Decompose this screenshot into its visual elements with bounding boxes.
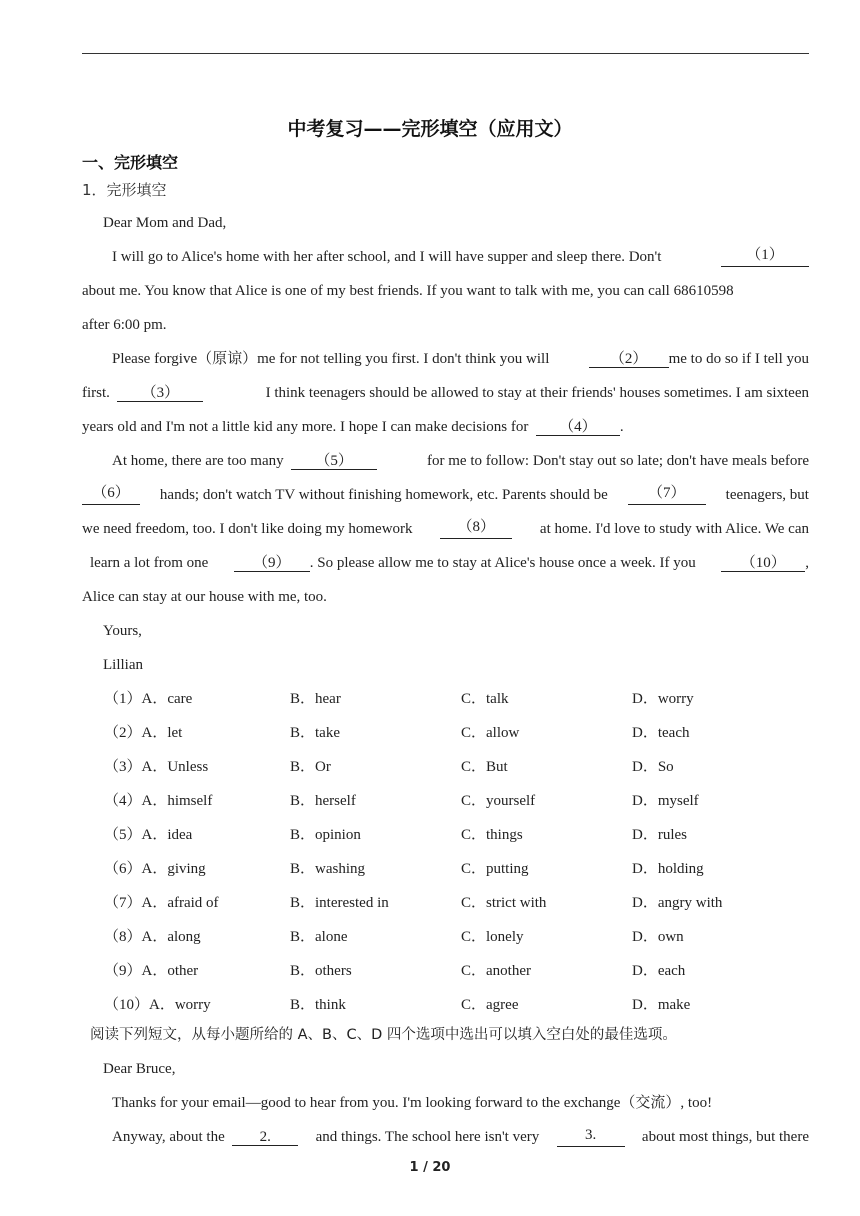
option-c[interactable]: C．strict with (461, 895, 547, 911)
option-a[interactable]: （7）A．afraid of (104, 895, 219, 911)
option-row (104, 757, 809, 777)
option-d[interactable]: D．worry (632, 691, 694, 707)
passage-line (82, 281, 809, 301)
blank-6[interactable]: （6） (82, 485, 140, 505)
option-c[interactable]: C．talk (461, 691, 509, 707)
passage-text: and things. The school here isn't very (315, 1129, 540, 1145)
option-a[interactable]: （9）A．other (104, 963, 199, 979)
page-title: 中考复习——完形填空（应用文） (287, 118, 573, 140)
passage-text: Please forgive（原谅）me for not telling you first. I don't think you will (112, 351, 550, 367)
passage-text: teenagers, but (725, 487, 809, 503)
option-d[interactable]: D．each (632, 963, 686, 979)
option-b[interactable]: B．alone (290, 929, 348, 945)
passage-text: hands; don't watch TV without finishing homework, etc. Parents should be (159, 487, 608, 503)
option-row (104, 893, 809, 913)
option-c[interactable]: C．another (461, 963, 531, 979)
option-c[interactable]: C．putting (461, 861, 529, 877)
option-row (104, 825, 809, 845)
blank-4[interactable]: （4） (536, 419, 620, 436)
letter-greeting: Dear Mom and Dad, (103, 215, 227, 231)
option-d[interactable]: D．angry with (632, 895, 723, 911)
option-row (104, 961, 809, 981)
header-rule (82, 53, 809, 54)
passage-text: Anyway, about the (112, 1129, 225, 1145)
question-label: 1．完形填空 (82, 181, 167, 199)
option-a[interactable]: （2）A．let (104, 725, 183, 741)
passage-text: for me to follow: Don't stay out so late; don't have meals before (427, 453, 809, 469)
passage-text: At home, there are too many (112, 453, 284, 469)
option-d[interactable]: D．holding (632, 861, 704, 877)
blank-2b[interactable]: 2. (232, 1129, 298, 1146)
blank-7[interactable]: （7） (628, 485, 706, 505)
option-c[interactable]: C．yourself (461, 793, 536, 809)
option-b[interactable]: B．take (290, 725, 340, 741)
passage-text: I will go to Alice's home with her after school, and I will have supper and sleep there. Don't (112, 249, 662, 265)
passage-line (82, 383, 809, 403)
option-d[interactable]: D．myself (632, 793, 699, 809)
passage-text: at home. I'd love to study with Alice. We can (539, 521, 809, 537)
blank-10[interactable]: （10） (721, 555, 805, 572)
option-b[interactable]: B．others (290, 963, 352, 979)
passage-text: learn a lot from one (90, 555, 209, 571)
blank-2[interactable]: （2） (589, 351, 669, 368)
option-row (104, 995, 809, 1015)
option-b[interactable]: B．Or (290, 759, 331, 775)
passage-text: we need freedom, too. I don't like doing my homework (82, 521, 413, 537)
passage-line: Alice can stay at our house with me, too. (82, 589, 327, 605)
passage-text: I think teenagers should be allowed to stay at their friends' houses sometimes. I am sixteen (265, 385, 809, 401)
passage-line (112, 451, 809, 471)
option-b[interactable]: B．hear (290, 691, 341, 707)
option-a[interactable]: （1）A．care (104, 691, 193, 707)
option-a[interactable]: （5）A．idea (104, 827, 193, 843)
option-row (104, 723, 809, 743)
passage-line (112, 349, 809, 369)
page-number: 1 / 20 (409, 1160, 451, 1175)
option-row (104, 927, 809, 947)
passage-line (112, 247, 809, 267)
passage-text: . (619, 419, 624, 435)
passage-text: about most things, but there (641, 1129, 809, 1145)
blank-8[interactable]: （8） (440, 519, 512, 539)
passage-text: first. (82, 385, 110, 401)
option-b[interactable]: B．think (290, 997, 346, 1013)
passage-line: after 6:00 pm. (82, 317, 167, 333)
option-a[interactable]: （6）A．giving (104, 861, 206, 877)
passage-line (90, 553, 809, 573)
option-a[interactable]: （8）A．along (104, 929, 201, 945)
passage-text: . So please allow me to stay at Alice's house once a week. If you (309, 555, 696, 571)
blank-1[interactable]: （1） (721, 247, 809, 267)
passage-line (112, 1127, 809, 1147)
letter-greeting-2: Dear Bruce, (103, 1061, 176, 1077)
blank-5[interactable]: （5） (291, 453, 377, 470)
passage-line (82, 519, 809, 539)
blank-3[interactable]: （3） (117, 385, 203, 402)
passage-line (82, 485, 809, 505)
option-d[interactable]: D．own (632, 929, 684, 945)
option-d[interactable]: D．teach (632, 725, 690, 741)
option-d[interactable]: D．So (632, 759, 674, 775)
section-heading: 一、完形填空 (82, 153, 179, 172)
blank-9[interactable]: （9） (234, 555, 310, 572)
option-c[interactable]: C．agree (461, 997, 519, 1013)
option-b[interactable]: B．washing (290, 861, 366, 877)
option-c[interactable]: C．lonely (461, 929, 524, 945)
option-b[interactable]: B．interested in (290, 895, 389, 911)
option-row (104, 689, 809, 709)
passage-text: years old and I'm not a little kid any more. I hope I can make decisions for (82, 419, 529, 435)
option-c[interactable]: C．things (461, 827, 523, 843)
option-d[interactable]: D．rules (632, 827, 687, 843)
option-b[interactable]: B．herself (290, 793, 356, 809)
instruction-text: 阅读下列短文，从每小题所给的 A、B、C、D 四个选项中选出可以填入空白处的最佳选项。 (90, 1027, 677, 1043)
letter-closing: Yours, (103, 623, 142, 639)
passage-line (82, 417, 624, 437)
option-b[interactable]: B．opinion (290, 827, 361, 843)
letter-signature: Lillian (103, 657, 143, 673)
option-row (104, 791, 809, 811)
passage-text: me to do so if I tell you (668, 351, 809, 367)
passage-text: about me. You know that Alice is one of my best friends. If you want to talk with me, you can call 68610598 (82, 283, 734, 299)
option-row (104, 859, 809, 879)
option-c[interactable]: C．But (461, 759, 508, 775)
option-d[interactable]: D．make (632, 997, 691, 1013)
passage-line: Thanks for your email—good to hear from you. I'm looking forward to the exchange（交流）, too! (112, 1095, 713, 1111)
option-a[interactable]: （4）A．himself (104, 793, 213, 809)
blank-3b[interactable]: 3. (557, 1127, 625, 1147)
option-a[interactable]: （3）A．Unless (104, 759, 209, 775)
option-a[interactable]: （10）A．worry (104, 997, 211, 1013)
option-c[interactable]: C．allow (461, 725, 520, 741)
passage-text: , (805, 555, 809, 571)
